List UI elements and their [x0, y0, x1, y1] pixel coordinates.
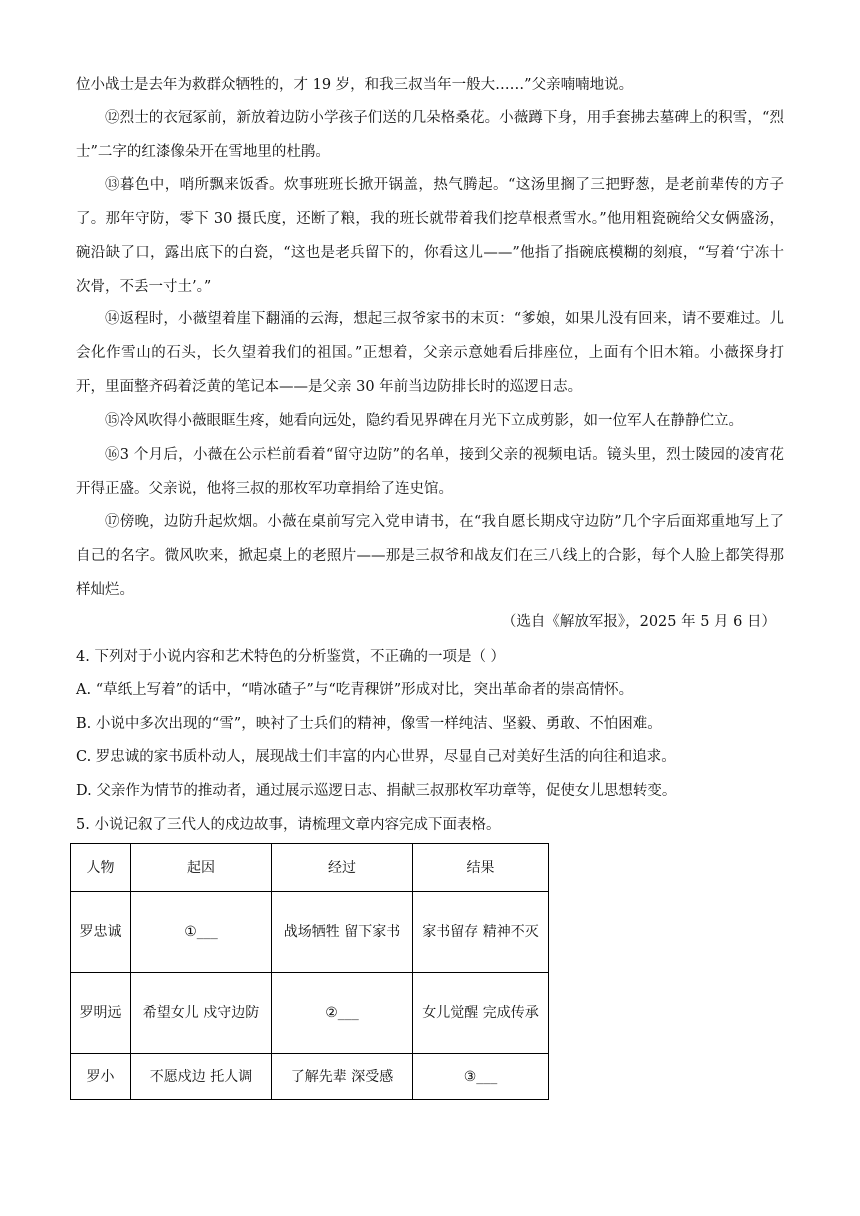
question-4-stem: 4. 下列对于小说内容和艺术特色的分析鉴赏，不正确的一项是（ ） [76, 649, 506, 665]
story-paragraph-15: ⑮冷风吹得小薇眼眶生疼，她看向远处，隐约看见界碑在月光下立成剪影，如一位军人在静静伫立。 [105, 413, 743, 429]
table-cell: 希望女儿 戍守边防 [131, 973, 272, 1054]
answer-blank-3: ③___ [413, 1054, 549, 1100]
story-paragraph-13: ⑬暮色中，哨所飘来饭香。炊事班班长掀开锅盖，热气腾起。“这汤里搁了三把野葱，是老前辈传的方子了。那年守防，零下 30 摄氏度，还断了粮，我的班长就带着我们挖草根煮雪水。”他用粗瓷碗给父女俩盛汤，碗沿缺了口，露出底下的白瓷，“这也是老兵留下的，你看这儿——”他指了指碗底模糊的刻痕，“写着‘宁冻十次骨，不丢一寸土’。” [76, 177, 784, 295]
table-header-cell: 人物 [71, 844, 131, 892]
question-4-option-c: C. 罗忠诚的家书质朴动人，展现战士们丰富的内心世界，尽显自己对美好生活的向往和追求。 [76, 749, 676, 765]
question-4-option-d: D. 父亲作为情节的推动者，通过展示巡逻日志、捐献三叔那枚军功章等，促使女儿思想转变。 [76, 783, 677, 799]
question-5-stem: 5. 小说记叙了三代人的戍边故事，请梳理文章内容完成下面表格。 [76, 817, 501, 833]
table-cell: 罗明远 [71, 973, 131, 1054]
answer-blank-2: ②___ [272, 973, 413, 1054]
story-paragraph-14: ⑭返程时，小薇望着崖下翻涌的云海，想起三叔爷家书的末页：“爹娘，如果儿没有回来，请不要难过。儿会化作雪山的石头，长久望着我们的祖国。”正想着，父亲示意她看后排座位，上面有个旧木箱。小薇探身打开，里面整齐码着泛黄的笔记本——是父亲 30 年前当边防排长时的巡逻日志。 [76, 311, 784, 395]
table-cell: 家书留存 精神不灭 [413, 892, 549, 973]
table-cell: 罗忠诚 [71, 892, 131, 973]
table-cell: 战场牺牲 留下家书 [272, 892, 413, 973]
table-header-cell: 起因 [131, 844, 272, 892]
table-row [71, 1054, 549, 1100]
story-paragraph-17: ⑰傍晚，边防升起炊烟。小薇在桌前写完入党申请书，在“我自愿长期戍守边防”几个字后面郑重地写上了自己的名字。微风吹来，掀起桌上的老照片——那是三叔爷和战友们在三八线上的合影，每个人脸上都笑得那样灿烂。 [76, 514, 784, 598]
table-row [71, 973, 549, 1054]
table-header-cell: 经过 [272, 844, 413, 892]
table-cell: 了解先辈 深受感 [272, 1054, 413, 1100]
answer-blank-1: ①___ [131, 892, 272, 973]
story-paragraph-11-tail: 位小战士是去年为救群众牺牲的，才 19 岁，和我三叔当年一般大……”父亲喃喃地说。 [76, 77, 634, 93]
story-paragraph-16: ⑯3 个月后，小薇在公示栏前看着“留守边防”的名单，接到父亲的视频电话。镜头里，烈士陵园的凌宵花开得正盛。父亲说，他将三叔的那枚军功章捐给了连史馆。 [76, 447, 784, 497]
table-header-row [71, 844, 549, 892]
table-cell: 女儿觉醒 完成传承 [413, 973, 549, 1054]
table-cell: 罗小 [71, 1054, 131, 1100]
table-header-cell: 结果 [413, 844, 549, 892]
table-row [71, 892, 549, 973]
table-cell: 不愿戍边 托人调 [131, 1054, 272, 1100]
story-paragraph-12: ⑫烈士的衣冠冢前，新放着边防小学孩子们送的几朵格桑花。小薇蹲下身，用手套拂去墓碑上的积雪，“烈士”二字的红漆像朵开在雪地里的杜鹃。 [76, 110, 784, 160]
question-4-option-a: A. “草纸上写着”的话中，“啃冰碴子”与“吃青稞饼”形成对比，突出革命者的崇高情怀。 [76, 682, 634, 698]
source-citation: （选自《解放军报》，2025 年 5 月 6 日） [501, 614, 776, 630]
story-table [70, 843, 549, 1100]
question-4-option-b: B. 小说中多次出现的“雪”，映衬了士兵们的精神，像雪一样纯洁、坚毅、勇敢、不怕困难。 [76, 716, 662, 732]
